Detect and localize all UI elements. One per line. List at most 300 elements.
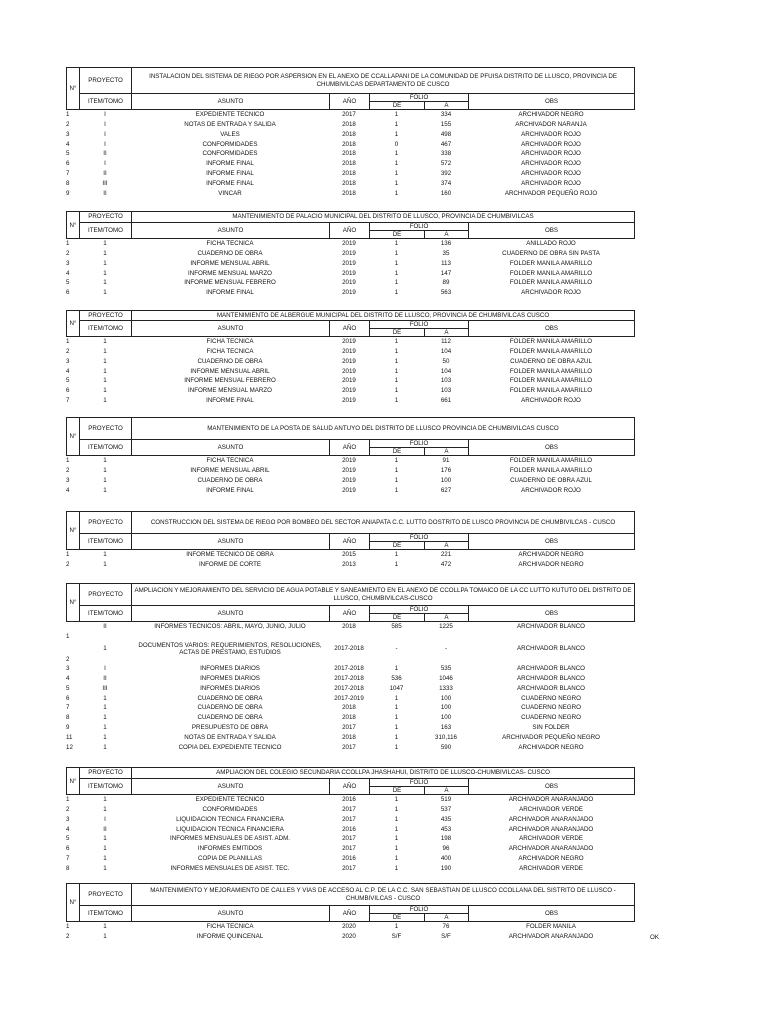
asunto-cell: FICHA TECNICA (206, 457, 254, 465)
folio-a-cell: 1333 (439, 684, 453, 692)
item-tomo-cell: 1 (103, 467, 107, 475)
folio-de-header: DE (370, 787, 425, 795)
obs-cell: FOLDER MANILA AMARILLO (509, 338, 593, 346)
table-row (66, 664, 634, 674)
folio-de-cell: 1 (394, 397, 399, 405)
folio-de-cell: 585 (391, 623, 402, 631)
table-row (66, 249, 634, 259)
table-row (66, 486, 634, 496)
folio-header: FOLIO (370, 606, 469, 614)
asunto-cell: INFORME MENSUAL FEBRERO (184, 377, 276, 385)
folio-a-cell: 155 (440, 121, 452, 129)
item-tomo-cell: II (103, 170, 107, 178)
table-row (66, 622, 634, 642)
folio-de-cell: 1 (394, 259, 399, 267)
folio-de-cell: 1 (394, 160, 399, 168)
anio-cell: 2018 (342, 733, 356, 741)
obs-cell: ARCHIVADOR BLANCO (517, 684, 585, 692)
project-header-table (66, 583, 635, 622)
folio-de-cell: 1 (394, 704, 399, 712)
folio-header: FOLIO (370, 321, 469, 329)
anio-cell: 2017-2018 (334, 645, 364, 653)
anio-cell: 2019 (342, 338, 356, 346)
folio-a-cell: 472 (440, 561, 452, 569)
folio-header: FOLIO (370, 906, 469, 914)
asunto-cell: INFORME FINAL (206, 397, 254, 405)
row-number-cell: 3 (66, 259, 70, 267)
row-number-cell: 7 (66, 704, 70, 712)
item-tomo-cell: 1 (103, 289, 107, 297)
row-number-cell: 5 (66, 377, 70, 385)
anio-cell: 2019 (342, 289, 356, 297)
table-row (66, 110, 634, 120)
folio-de-cell: 1 (394, 724, 399, 732)
asunto-cell: VALES (220, 130, 240, 138)
folio-de-cell: 1 (394, 796, 399, 804)
project-title: AMPLIACION Y MEJORAMIENTO DEL SERVICIO DE AGUA POTABLE Y SANEAMIENTO EN EL ANEXO DE CCOLLPA TOMAICO DE LA CC LUTTO KUTUTO DEL DISTRITO DE LLUSCO, CHUMBIVILCAS-CUSCO (132, 584, 635, 606)
row-number-cell: 6 (66, 160, 70, 168)
folio-a-cell: 661 (440, 397, 452, 405)
row-number-cell: 5 (66, 150, 70, 158)
anio-cell: 2016 (342, 796, 356, 804)
row-number-cell: 1 (66, 457, 70, 465)
asunto-cell: INFORME QUINCENAL (196, 933, 264, 941)
row-number-cell: 3 (66, 815, 70, 823)
asunto-header: ASUNTO (132, 94, 330, 110)
project-title: MANTENIMIENTO DE LA POSTA DE SALUD ANTUYO DEL DISTRITO DE LLUSCO PROVINCIA DE CHUMBIVILCAS CUSCO (132, 418, 635, 440)
folio-a-header: A (425, 102, 469, 110)
table-row (66, 456, 634, 466)
folio-a-cell: 435 (440, 815, 452, 823)
folio-a-cell: 221 (440, 551, 452, 559)
folio-header: FOLIO (370, 779, 469, 787)
anio-cell: 2017 (342, 864, 356, 872)
item-tomo-cell: II (103, 623, 107, 631)
item-tomo-cell: 1 (103, 835, 107, 843)
folio-de-cell: 1 (394, 240, 399, 248)
obs-cell: ARCHIVADOR VERDE (519, 806, 583, 814)
folio-de-cell: 1 (394, 367, 399, 375)
anio-cell: 2019 (342, 397, 356, 405)
obs-header: OBS (469, 440, 635, 456)
obs-cell: FOLDER MANILA AMARILLO (509, 377, 593, 385)
project-rows (66, 337, 634, 406)
folio-a-cell: 572 (440, 160, 452, 168)
asunto-cell: LIQUIDACION TECNICA FINANCIERA (176, 825, 284, 833)
folio-a-cell: 498 (440, 130, 452, 138)
folio-a-cell: 198 (440, 835, 452, 843)
folio-a-header: A (425, 542, 469, 550)
anio-cell: 2017 (342, 835, 356, 843)
item-tomo-cell: I (104, 160, 106, 168)
table-row (66, 694, 634, 704)
row-number-cell: 3 (66, 130, 70, 138)
table-row (66, 815, 634, 825)
item-tomo-cell: 1 (103, 551, 107, 559)
item-tomo-cell: 1 (103, 279, 107, 287)
folio-a-cell: 136 (440, 240, 452, 248)
folio-de-cell: 1 (394, 815, 399, 823)
obs-header: OBS (469, 94, 635, 110)
obs-cell: CUADERNO NEGRO (521, 694, 581, 702)
obs-cell: ARCHIVADOR BLANCO (517, 665, 585, 673)
folio-a-cell: 400 (440, 855, 452, 863)
folio-a-header: A (425, 231, 469, 239)
table-row (66, 795, 634, 805)
row-number-cell: 7 (66, 855, 70, 863)
asunto-cell: INFORME FINAL (206, 289, 254, 297)
asunto-cell: CUADERNO DE OBRA (197, 714, 263, 722)
folio-de-header: DE (370, 231, 425, 239)
obs-cell: ARCHIVADOR ANARANJADO (508, 796, 594, 804)
number-header: N° (67, 884, 80, 922)
asunto-cell: CONFORMIDADES (202, 150, 258, 158)
folio-de-header: DE (370, 614, 425, 622)
folio-de-cell: 536 (391, 675, 402, 683)
obs-cell: ARCHIVADOR PEQUEÑO NEGRO (502, 733, 600, 741)
asunto-cell: DOCUMENTOS VARIOS: REQUERIMIENTOS, RESOLUCIONES, ACTAS DE PRESTAMO, ESTUDIOS (138, 642, 322, 657)
anio-cell: 2019 (342, 259, 356, 267)
row-number-cell: 2 (66, 121, 70, 129)
table-row (66, 386, 634, 396)
proyecto-label: PROYECTO (80, 768, 132, 779)
folio-a-cell: 190 (440, 864, 452, 872)
item-tomo-cell: 1 (103, 806, 107, 814)
item-tomo-cell: 1 (103, 743, 107, 751)
row-number-cell: 3 (66, 665, 70, 673)
obs-header: OBS (469, 906, 635, 922)
folio-a-cell: 590 (440, 743, 452, 751)
anio-cell: 2019 (342, 279, 356, 287)
anio-cell: 2016 (342, 855, 356, 863)
obs-cell: ARCHIVADOR BLANCO (517, 623, 585, 631)
proyecto-label: PROYECTO (80, 68, 132, 94)
item-tomo-cell: I (104, 665, 106, 673)
item-tomo-header: ITEM/TOMO (80, 906, 132, 922)
row-number-cell: 5 (66, 684, 70, 692)
obs-cell: CUADERNO NEGRO (521, 714, 581, 722)
row-number-cell: 2 (66, 467, 70, 475)
item-tomo-cell: 1 (103, 269, 107, 277)
folio-de-header: DE (370, 542, 425, 550)
folio-a-header: A (425, 614, 469, 622)
obs-cell: ARCHIVADOR NEGRO (518, 743, 584, 751)
table-row (66, 396, 634, 406)
anio-cell: 2018 (342, 189, 356, 197)
project-header-table (66, 767, 635, 795)
item-tomo-cell: I (104, 130, 106, 138)
item-tomo-cell: 1 (103, 733, 107, 741)
anio-cell: 2019 (342, 269, 356, 277)
folio-de-cell: 1 (394, 111, 399, 119)
folio-a-cell: 113 (441, 259, 451, 267)
item-tomo-header: ITEM/TOMO (80, 440, 132, 456)
row-number-cell: 2 (66, 656, 70, 664)
row-number-cell: 2 (66, 250, 70, 258)
row-number-cell: 3 (66, 357, 70, 365)
project-header-table (66, 883, 635, 922)
row-number-cell: 2 (66, 348, 70, 356)
row-number-cell: 5 (66, 279, 70, 287)
row-number-cell: 2 (66, 933, 70, 941)
row-number-cell: 7 (66, 397, 70, 405)
table-row (66, 179, 634, 189)
row-number-cell: 4 (66, 825, 70, 833)
item-tomo-cell: 1 (103, 724, 107, 732)
number-header: N° (67, 512, 80, 550)
table-row (66, 854, 634, 864)
folio-de-cell: 1 (394, 279, 399, 287)
obs-cell: ARCHIVADOR BLANCO (517, 675, 585, 683)
folio-de-cell: 1 (394, 665, 399, 673)
table-row (66, 844, 634, 854)
row-number-cell: 3 (66, 476, 70, 484)
asunto-cell: COPIA DE PLANILLAS (198, 855, 262, 863)
anio-cell: 2018 (342, 623, 356, 631)
table-row (66, 367, 634, 377)
folio-a-cell: 35 (442, 250, 450, 258)
asunto-cell: INFORME MENSUAL ABRIL (190, 259, 270, 267)
project-title: MANTENIMIENTO DE ALBERGUE MUNICIPAL DEL DISTRITO DE LLUSCO, PROVINCIA DE CHUMBIVILCAS CUSCO (132, 311, 635, 321)
folio-a-header: A (425, 448, 469, 456)
obs-cell: SIN FOLDER (532, 724, 570, 732)
row-number-cell: 9 (66, 724, 70, 732)
anio-cell: 2019 (342, 387, 356, 395)
table-row (66, 169, 634, 179)
asunto-cell: INFORME DE CORTE (198, 561, 262, 569)
anio-header: AÑO (330, 440, 370, 456)
asunto-cell: CUADERNO DE OBRA (197, 250, 263, 258)
item-tomo-cell: 1 (103, 561, 107, 569)
asunto-header: ASUNTO (132, 534, 330, 550)
asunto-cell: FICHA TECNICA (206, 348, 254, 356)
row-number-cell: 1 (66, 796, 70, 804)
obs-cell: FOLDER MANILA AMARILLO (509, 367, 593, 375)
folio-a-cell: 100 (440, 694, 452, 702)
row-number-cell: 12 (66, 743, 73, 751)
folio-a-cell: 453 (440, 825, 452, 833)
anio-cell: 2017-2018 (334, 665, 364, 673)
folio-a-cell: 91 (442, 457, 450, 465)
anio-cell: 2017 (342, 815, 356, 823)
project-header-table (66, 211, 635, 239)
anio-cell: 2019 (342, 377, 356, 385)
table-row (66, 269, 634, 279)
folio-de-cell: S/F (391, 933, 402, 941)
folio-de-cell: 1 (394, 486, 399, 494)
row-number-cell: 1 (66, 240, 70, 248)
table-row (66, 703, 634, 713)
item-tomo-cell: 1 (103, 796, 107, 804)
folio-de-cell: 1 (394, 189, 399, 197)
table-row (66, 120, 634, 130)
row-number-cell: 8 (66, 714, 70, 722)
folio-a-cell: S/F (441, 933, 451, 941)
row-number-cell: 1 (66, 338, 70, 346)
folio-de-cell: 1 (394, 377, 399, 385)
asunto-cell: INFORMES TECNICOS: ABRIL, MAYO, JUNIO, JULIO (154, 623, 306, 631)
table-row (66, 466, 634, 476)
table-row (66, 805, 634, 815)
item-tomo-cell: 1 (103, 933, 107, 941)
folio-de-cell: 1 (394, 806, 399, 814)
anio-cell: 2013 (342, 561, 356, 569)
asunto-cell: INFORME FINAL (206, 486, 254, 494)
folio-a-header: A (425, 914, 469, 922)
obs-cell: FOLDER MANILA AMARILLO (509, 279, 593, 287)
obs-cell: ARCHIVADOR PEQUEÑO ROJO (504, 189, 598, 197)
table-row (66, 733, 634, 743)
row-number-cell: 11 (66, 733, 73, 741)
folio-a-cell: 563 (440, 289, 452, 297)
table-row (66, 278, 634, 288)
obs-cell: ARCHIVADOR ROJO (521, 130, 581, 138)
table-row (66, 239, 634, 249)
table-row (66, 684, 634, 694)
item-tomo-cell: 1 (103, 645, 107, 653)
obs-cell: FOLDER MANILA AMARILLO (509, 348, 593, 356)
folio-header: FOLIO (370, 94, 469, 102)
obs-header: OBS (469, 321, 635, 337)
folio-a-cell: 519 (440, 796, 452, 804)
obs-cell: ARCHIVADOR ROJO (521, 397, 581, 405)
obs-cell: ARCHIVADOR NEGRO (518, 111, 584, 119)
asunto-cell: INFORME MENSUAL MARZO (188, 269, 272, 277)
folio-de-cell: 1 (394, 561, 399, 569)
row-number-cell: 6 (66, 289, 70, 297)
item-tomo-cell: 1 (103, 476, 107, 484)
number-header: N° (67, 212, 80, 239)
table-row (66, 864, 634, 874)
project-rows (66, 550, 634, 570)
project-title: MANTENIMIENTO DE PALACIO MUNICIPAL DEL DISTRITO DE LLUSCO, PROVINCIA DE CHUMBIVILCAS (132, 212, 635, 223)
obs-cell: ARCHIVADOR ANARANJADO (508, 933, 594, 941)
item-tomo-cell: 1 (103, 704, 107, 712)
asunto-cell: INFORME MENSUAL ABRIL (190, 367, 270, 375)
obs-cell: CUADERNO DE OBRA SIN PASTA (502, 250, 600, 258)
item-tomo-cell: 1 (103, 259, 107, 267)
asunto-header: ASUNTO (132, 440, 330, 456)
asunto-cell: FICHA TECNICA (206, 923, 254, 931)
anio-cell: 2018 (342, 170, 356, 178)
asunto-header: ASUNTO (132, 223, 330, 239)
folio-de-cell: 1 (394, 130, 399, 138)
proyecto-label: PROYECTO (80, 418, 132, 440)
row-number-cell: 4 (66, 367, 70, 375)
folio-de-cell: 1047 (389, 684, 404, 692)
anio-cell: 2019 (342, 250, 356, 258)
folio-de-cell: 1 (394, 338, 399, 346)
table-row (66, 376, 634, 386)
obs-cell: CUADERNO DE OBRA AZUL (510, 476, 592, 484)
project-header-table (66, 67, 635, 110)
project-section (66, 583, 634, 752)
item-tomo-cell: 1 (103, 855, 107, 863)
folio-a-cell: 76 (442, 923, 450, 931)
project-section (66, 310, 634, 406)
anio-cell: 2017-2018 (334, 684, 364, 692)
folio-de-header: DE (370, 102, 425, 110)
asunto-cell: PRESUPUESTO DE OBRA (191, 724, 269, 732)
table-row (66, 743, 634, 753)
obs-cell: ARCHIVADOR NEGRO (518, 855, 584, 863)
asunto-cell: NOTAS DE ENTRADA Y SALIDA (184, 733, 276, 741)
project-section (66, 417, 634, 495)
folio-a-header: A (425, 329, 469, 337)
folio-de-cell: 1 (394, 170, 399, 178)
folio-de-cell: 1 (394, 743, 399, 751)
folio-header: FOLIO (370, 440, 469, 448)
project-rows (66, 456, 634, 495)
obs-cell: ARCHIVADOR ANARANJADO (508, 815, 594, 823)
folio-a-cell: 112 (441, 338, 451, 346)
obs-cell: FOLDER MANILA (526, 923, 576, 931)
table-row (66, 825, 634, 835)
row-number-cell: 1 (66, 551, 70, 559)
table-row (66, 140, 634, 150)
project-section (66, 767, 634, 874)
item-tomo-cell: 1 (103, 250, 107, 258)
asunto-cell: INFORMES MENSUALES DE ASIST. TEC. (170, 864, 290, 872)
table-row (66, 922, 634, 932)
obs-cell: ARCHIVADOR NEGRO (518, 551, 584, 559)
folio-de-cell: 1 (394, 733, 399, 741)
table-row (66, 189, 634, 199)
anio-cell: 2019 (342, 457, 356, 465)
table-row (66, 642, 634, 664)
anio-cell: 2019 (342, 240, 356, 248)
table-row (66, 288, 634, 298)
anio-header: AÑO (330, 223, 370, 239)
obs-cell: FOLDER MANILA AMARILLO (509, 457, 593, 465)
table-row (66, 713, 634, 723)
anio-header: AÑO (330, 606, 370, 622)
anio-header: AÑO (330, 779, 370, 795)
anio-cell: 2018 (342, 179, 356, 187)
anio-cell: 2017 (342, 724, 356, 732)
row-number-cell: 7 (66, 170, 70, 178)
anio-cell: 2015 (342, 551, 356, 559)
asunto-cell: FICHA TECNICA (206, 240, 254, 248)
folio-de-cell: 1 (394, 467, 399, 475)
anio-cell: 2019 (342, 467, 356, 475)
asunto-cell: LIQUIDACION TECNICA FINANCIERA (176, 815, 284, 823)
anio-header: AÑO (330, 94, 370, 110)
asunto-cell: CONFORMIDADES (202, 806, 258, 814)
obs-cell: ARCHIVADOR ANARANJADO (508, 845, 594, 853)
row-number-cell: 5 (66, 835, 70, 843)
folio-a-cell: 103 (440, 387, 452, 395)
folio-de-cell: 1 (394, 457, 399, 465)
project-header-table (66, 310, 635, 337)
anio-cell: 2019 (342, 348, 356, 356)
item-tomo-cell: III (102, 684, 108, 692)
item-tomo-cell: 1 (103, 348, 107, 356)
anio-cell: 2019 (342, 486, 356, 494)
item-tomo-header: ITEM/TOMO (80, 94, 132, 110)
folio-de-cell: 1 (394, 121, 399, 129)
table-row (66, 357, 634, 367)
anio-cell: 2020 (342, 923, 356, 931)
proyecto-label: PROYECTO (80, 212, 132, 223)
proyecto-label: PROYECTO (80, 884, 132, 906)
proyecto-label: PROYECTO (80, 584, 132, 606)
obs-cell: ARCHIVADOR VERDE (519, 835, 583, 843)
row-number-cell: 4 (66, 269, 70, 277)
asunto-cell: CUADERNO DE OBRA (197, 694, 263, 702)
project-section (66, 511, 634, 570)
obs-cell: ANILLADO ROJO (526, 240, 576, 248)
